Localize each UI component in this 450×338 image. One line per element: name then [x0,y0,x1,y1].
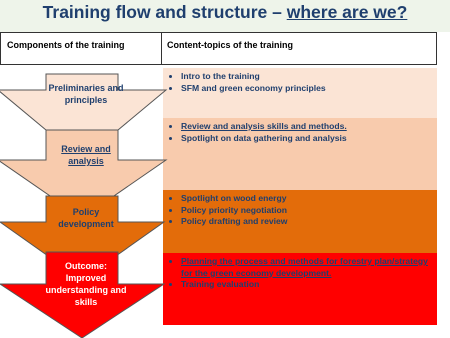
topic-item: • Planning the process and methods for forestry plan/strategy for the green economy development. [181,256,433,279]
title-part1: Training flow and structure – [42,2,287,22]
topic-item: • Review and analysis skills and methods. [181,121,433,133]
page-title [0,2,450,23]
stage-label-review: Review and analysis [61,144,111,166]
stage-label-preliminaries: Preliminaries and principles [48,83,124,105]
topic-item: • Policy drafting and review [181,216,433,228]
title-part2: where are we? [286,2,408,22]
topic-row-outcome [163,253,437,325]
header-content-topics: Content-topics of the training [167,40,293,50]
topic-item: • Policy priority negotiation [181,205,433,217]
topic-item: • Spotlight on data gathering and analysis [181,133,433,145]
header-components: Components of the training [7,40,125,50]
topic-item: • Training evaluation [181,279,433,291]
topic-item: • SFM and green economy principles [181,83,433,95]
topic-row-policy [163,190,437,253]
topic-item: • Spotlight on wood energy [181,193,433,205]
stage-label-policy: Policy development [58,207,114,229]
topic-row-review [163,118,437,190]
topic-item: • Intro to the training [181,71,433,83]
topic-row-preliminaries [163,68,437,118]
stage-label-outcome: Outcome: Improved understanding and skills [45,261,127,307]
